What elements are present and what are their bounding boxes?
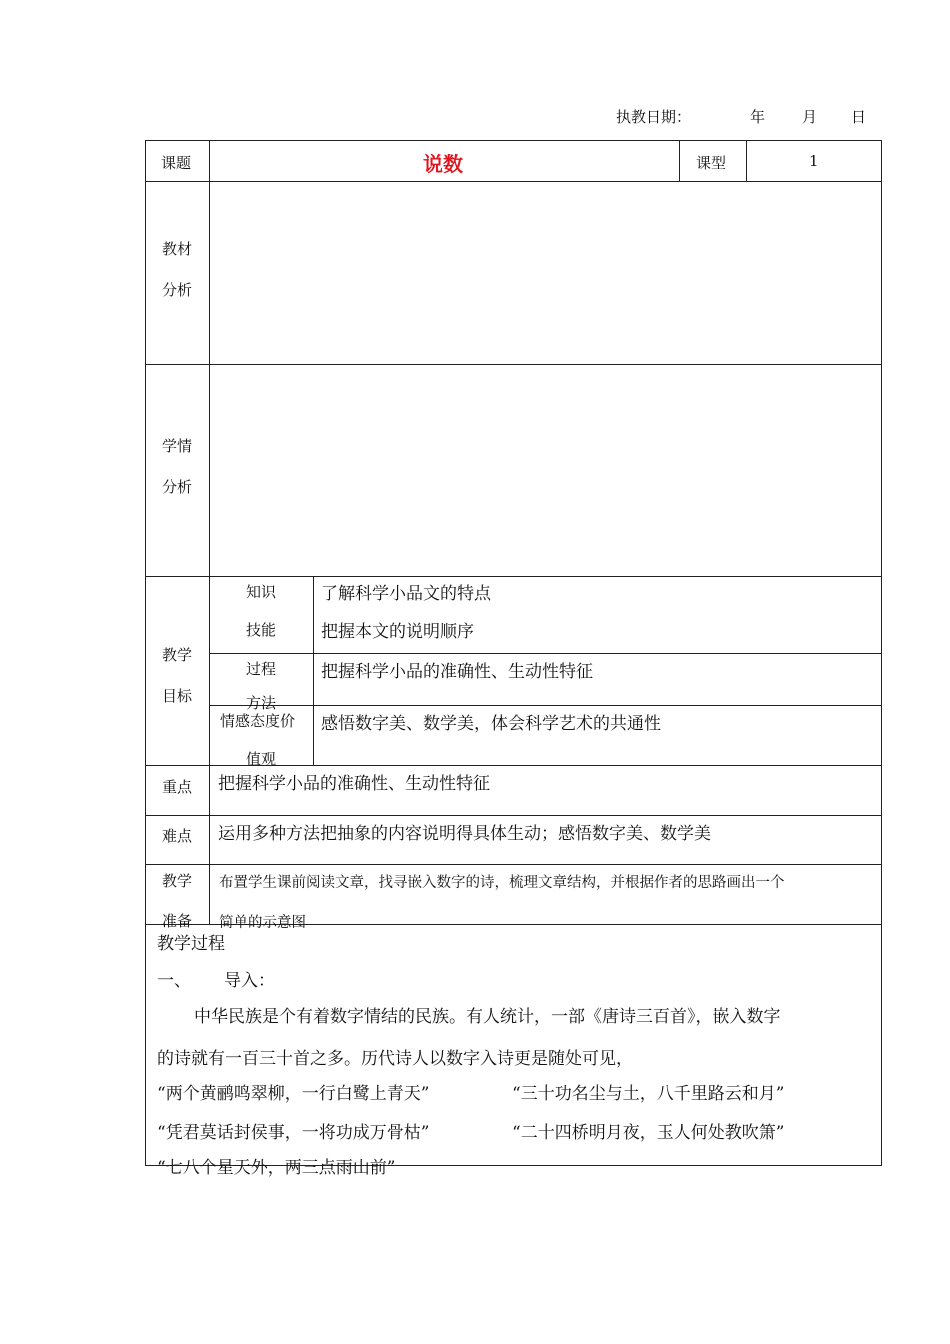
preparation-label-cell xyxy=(146,865,209,930)
goals-label-1: 教学 xyxy=(162,646,193,664)
step-number: 一、 xyxy=(157,971,191,991)
knowledge-line-1: 了解科学小品文的特点 xyxy=(321,584,491,604)
preparation-line-2: 简单的示意图 xyxy=(219,915,306,931)
type-value: 1 xyxy=(809,152,819,170)
date-month: 月 xyxy=(802,108,818,126)
preparation-label-2: 准备 xyxy=(162,912,193,930)
poem-quote: “两个黄鹂鸣翠柳，一行白鹭上青天” xyxy=(157,1084,430,1104)
poem-quote: “三十功名尘与土，八千里路云和月” xyxy=(512,1084,785,1104)
row-divider xyxy=(145,815,882,816)
poem-quote: “二十四桥明月夜，玉人何处教吹箫” xyxy=(512,1123,785,1143)
preparation-line-1: 布置学生课前阅读文章，找寻嵌入数字的诗，梳理文章结构，并根据作者的思路画出一个 xyxy=(219,875,785,891)
process-label-2: 方法 xyxy=(246,694,277,712)
knowledge-line-2: 把握本文的说明顺序 xyxy=(321,622,474,642)
difficulty-label: 难点 xyxy=(162,827,193,845)
material-label-1: 教材 xyxy=(162,240,193,258)
date-label: 执教日期： xyxy=(616,108,692,126)
process-label-cell xyxy=(210,654,313,712)
intro-paragraph-line-2: 的诗就有一百三十首之多。历代诗人以数字入诗更是随处可见， xyxy=(157,1049,633,1069)
process-label-1: 过程 xyxy=(246,660,277,678)
teaching-process-cell xyxy=(146,925,881,1178)
key-point-text: 把握科学小品的准确性、生动性特征 xyxy=(218,774,490,794)
row-divider xyxy=(145,576,882,577)
emotion-label-1: 情感态度价 xyxy=(220,712,296,730)
row-divider xyxy=(145,364,882,365)
sublabel-column-divider xyxy=(313,576,314,765)
intro-paragraph-line-1: 中华民族是个有着数字情结的民族。有人统计，一部《唐诗三百首》，嵌入数字 xyxy=(194,1007,781,1027)
column-divider xyxy=(746,140,747,181)
row-divider xyxy=(145,181,882,182)
type-label: 课型 xyxy=(696,154,727,172)
table-border-right xyxy=(881,140,882,1165)
knowledge-label-1: 知识 xyxy=(246,583,277,601)
step-label: 导入： xyxy=(224,971,275,991)
date-year: 年 xyxy=(750,108,766,126)
students-label-1: 学情 xyxy=(162,437,193,455)
process-text: 把握科学小品的准确性、生动性特征 xyxy=(321,662,593,682)
difficulty-text: 运用多种方法把抽象的内容说明得具体生动；感悟数字美、数学美 xyxy=(218,824,711,844)
label-column-divider xyxy=(209,140,210,924)
emotion-label-2: 值观 xyxy=(246,750,277,768)
table-border-top xyxy=(145,140,882,141)
preparation-label-1: 教学 xyxy=(162,872,193,890)
column-divider xyxy=(679,140,680,181)
emotion-label-cell xyxy=(210,706,313,768)
key-point-label: 重点 xyxy=(162,778,193,796)
topic-title: 说数 xyxy=(423,152,463,176)
material-label-2: 分析 xyxy=(162,281,193,299)
topic-label: 课题 xyxy=(161,154,192,172)
poem-quote: “凭君莫话封侯事，一将功成万骨枯” xyxy=(157,1123,430,1143)
students-label-2: 分析 xyxy=(162,478,193,496)
poem-quote: “七八个星天外，两三点雨山前” xyxy=(157,1158,396,1178)
date-day: 日 xyxy=(851,108,867,126)
emotion-text: 感悟数字美、数学美，体会科学艺术的共通性 xyxy=(321,714,661,734)
process-heading: 教学过程 xyxy=(157,934,225,954)
knowledge-label-2: 技能 xyxy=(246,621,277,639)
goals-label-2: 目标 xyxy=(162,687,193,705)
preparation-content-cell xyxy=(210,865,881,931)
